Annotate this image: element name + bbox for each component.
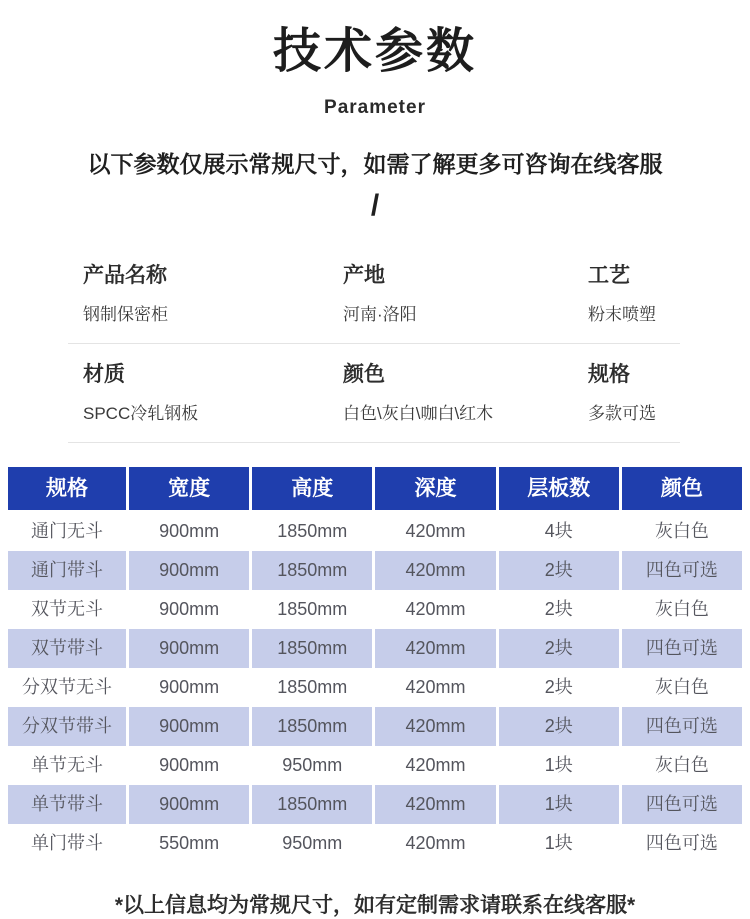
table-cell: 420mm xyxy=(375,551,495,590)
table-row xyxy=(8,629,742,668)
table-header-cell: 层板数 xyxy=(499,467,619,510)
table-cell: 四色可选 xyxy=(622,824,742,863)
info-field xyxy=(83,259,343,325)
table-cell: 950mm xyxy=(252,746,372,785)
info-row-1 xyxy=(68,245,680,344)
table-cell: 1850mm xyxy=(252,629,372,668)
info-field-label: 工艺 xyxy=(588,264,630,287)
table-row xyxy=(8,746,742,785)
info-field-value: 多款可选 xyxy=(588,404,656,423)
table-cell: 550mm xyxy=(129,824,249,863)
table-cell: 420mm xyxy=(375,629,495,668)
table-row xyxy=(8,668,742,707)
table-cell: 1块 xyxy=(499,785,619,824)
info-field-value: 粉末喷塑 xyxy=(588,305,656,324)
info-field xyxy=(343,358,588,424)
divider-slash: / xyxy=(370,189,380,222)
table-cell: 420mm xyxy=(375,590,495,629)
info-field-value: 河南·洛阳 xyxy=(343,305,417,324)
table-cell: 900mm xyxy=(129,707,249,746)
table-row xyxy=(8,824,742,863)
table-cell: 950mm xyxy=(252,824,372,863)
table-cell: 1850mm xyxy=(252,785,372,824)
table-cell: 灰白色 xyxy=(622,668,742,707)
table-cell: 900mm xyxy=(129,629,249,668)
table-cell: 1块 xyxy=(499,824,619,863)
table-row xyxy=(8,551,742,590)
info-field-label: 产品名称 xyxy=(83,264,167,287)
table-cell: 2块 xyxy=(499,629,619,668)
table-cell: 2块 xyxy=(499,551,619,590)
info-row-2 xyxy=(68,344,680,443)
table-header-cell: 颜色 xyxy=(622,467,742,510)
table-cell: 通门无斗 xyxy=(8,512,126,551)
spec-table xyxy=(8,467,742,863)
description-text: 以下参数仅展示常规尺寸，如需了解更多可咨询在线客服 xyxy=(87,151,663,177)
table-cell: 900mm xyxy=(129,785,249,824)
table-row xyxy=(8,785,742,824)
table-header-cell: 宽度 xyxy=(129,467,249,510)
table-cell: 1850mm xyxy=(252,707,372,746)
table-cell: 420mm xyxy=(375,707,495,746)
table-cell: 4块 xyxy=(499,512,619,551)
table-cell: 双节无斗 xyxy=(8,590,126,629)
page-subtitle: Parameter xyxy=(324,97,426,118)
info-field xyxy=(588,358,680,424)
page-title: 技术参数 xyxy=(272,25,477,78)
table-row xyxy=(8,707,742,746)
table-cell: 四色可选 xyxy=(622,551,742,590)
table-cell: 900mm xyxy=(129,668,249,707)
info-field-value: 白色\灰白\咖白\红木 xyxy=(343,404,494,423)
table-cell: 灰白色 xyxy=(622,512,742,551)
info-field xyxy=(588,259,680,325)
info-field-value: SPCC冷轧钢板 xyxy=(83,404,199,423)
table-row xyxy=(8,590,742,629)
table-cell: 灰白色 xyxy=(622,590,742,629)
table-cell: 900mm xyxy=(129,746,249,785)
info-field-label: 颜色 xyxy=(343,363,385,386)
table-cell: 1块 xyxy=(499,746,619,785)
table-cell: 灰白色 xyxy=(622,746,742,785)
table-cell: 2块 xyxy=(499,668,619,707)
table-cell: 四色可选 xyxy=(622,785,742,824)
table-cell: 900mm xyxy=(129,590,249,629)
table-cell: 单节无斗 xyxy=(8,746,126,785)
table-cell: 900mm xyxy=(129,512,249,551)
table-header-row xyxy=(8,467,742,510)
table-cell: 单节带斗 xyxy=(8,785,126,824)
footer-note: *以上信息均为常规尺寸，如有定制需求请联系在线客服* xyxy=(114,894,636,917)
table-body xyxy=(8,512,742,863)
table-cell: 420mm xyxy=(375,785,495,824)
info-field-label: 规格 xyxy=(588,363,630,386)
table-cell: 1850mm xyxy=(252,668,372,707)
table-cell: 分双节带斗 xyxy=(8,707,126,746)
table-cell: 420mm xyxy=(375,746,495,785)
table-cell: 单门带斗 xyxy=(8,824,126,863)
info-field-value: 钢制保密柜 xyxy=(83,305,168,324)
table-cell: 420mm xyxy=(375,668,495,707)
table-cell: 2块 xyxy=(499,590,619,629)
table-cell: 四色可选 xyxy=(622,629,742,668)
table-cell: 2块 xyxy=(499,707,619,746)
info-field xyxy=(83,358,343,424)
table-cell: 四色可选 xyxy=(622,707,742,746)
table-cell: 900mm xyxy=(129,551,249,590)
table-cell: 1850mm xyxy=(252,551,372,590)
table-cell: 分双节无斗 xyxy=(8,668,126,707)
table-cell: 420mm xyxy=(375,512,495,551)
table-cell: 1850mm xyxy=(252,512,372,551)
info-field xyxy=(343,259,588,325)
table-cell: 双节带斗 xyxy=(8,629,126,668)
table-cell: 420mm xyxy=(375,824,495,863)
table-header-cell: 规格 xyxy=(8,467,126,510)
table-row xyxy=(8,512,742,551)
info-field-label: 材质 xyxy=(83,363,125,386)
info-field-label: 产地 xyxy=(343,264,385,287)
table-header-cell: 高度 xyxy=(252,467,372,510)
table-header-cell: 深度 xyxy=(375,467,495,510)
product-info-section xyxy=(68,245,680,443)
table-cell: 通门带斗 xyxy=(8,551,126,590)
table-cell: 1850mm xyxy=(252,590,372,629)
